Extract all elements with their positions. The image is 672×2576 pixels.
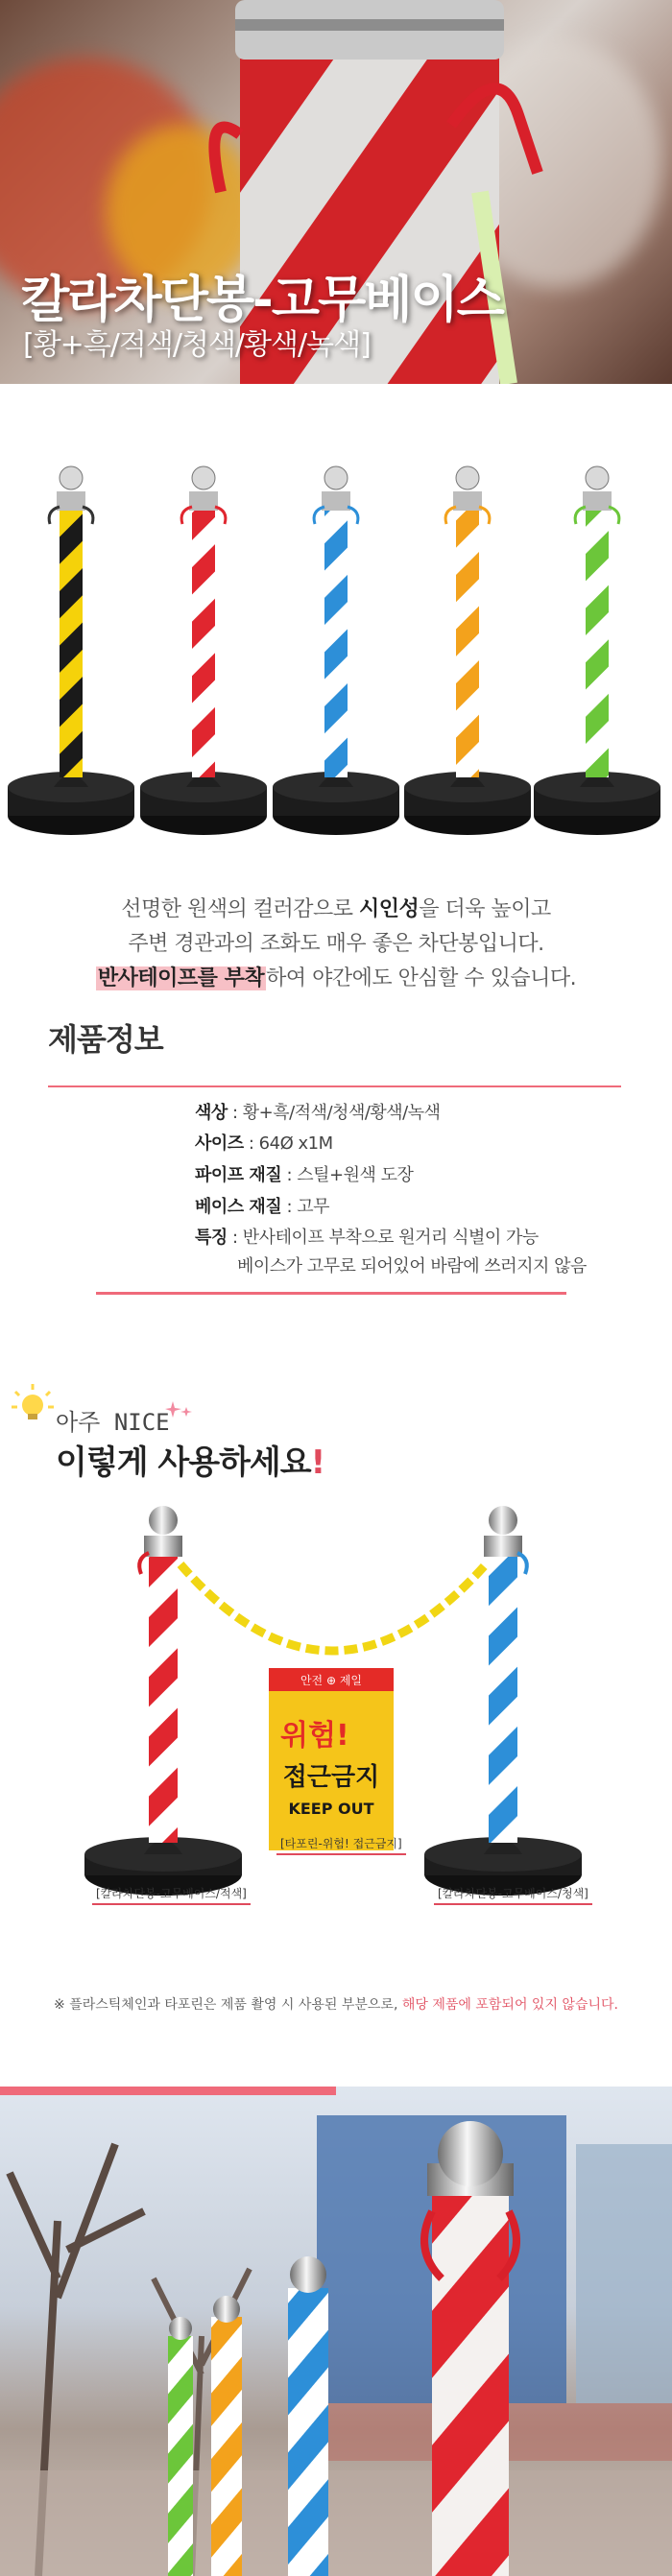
caption-red-pole: [칼라차단봉-고무베이스/적색]	[92, 1883, 251, 1905]
usage-title-text: 이렇게	[56, 1443, 158, 1482]
intro-bold: 시인성	[359, 897, 420, 921]
sign-top-text: 안전 ⊕ 제일	[300, 1674, 363, 1687]
caption-blue-pole: [칼라차단봉-고무베이스/청색]	[434, 1883, 592, 1905]
pole-red	[140, 466, 267, 835]
intro-highlight: 반사테이프를 부착	[97, 966, 265, 990]
hero-subtitle: [황+흑/적색/청색/황색/녹색]	[23, 328, 371, 362]
usage-title	[56, 1436, 324, 1483]
pole-blue	[273, 466, 399, 835]
usage-title-text: 사용하세요	[157, 1443, 311, 1482]
spec-row-feature-2: 베이스가 고무로 되어있어 바람에 쓰러지지 않음	[237, 1256, 587, 1276]
accent-bar	[0, 2087, 336, 2095]
info-divider	[48, 1085, 621, 1087]
street-photo	[0, 2087, 672, 2576]
lightbulb-icon	[10, 1382, 56, 1428]
product-info-title: 제품정보	[48, 1021, 163, 1058]
hero-title: 칼라차단봉-고무베이스	[21, 272, 503, 329]
caption-sign: [타포린-위험! 접근금지]	[276, 1833, 406, 1855]
intro-line-3	[0, 962, 672, 991]
intro-text: 을 더욱 높이고	[419, 897, 551, 921]
sign-line-3: KEEP OUT	[288, 1800, 374, 1818]
pole-black-yellow	[8, 466, 134, 835]
spec-row-size: 사이즈 : 64Ø x1M	[195, 1133, 333, 1154]
notice-text-a: ※ 플라스틱체인과 타포린은 제품 촬영 시 사용된 부분으로,	[54, 1997, 402, 2013]
sign-line-2: 접근금지	[282, 1763, 380, 1792]
intro-text: 하여 야간에도 안심할 수 있습니다.	[266, 966, 577, 990]
sparkle-icon	[165, 1399, 194, 1422]
keep-out-sign	[269, 1668, 394, 1850]
intro-line-2: 주변 경관과의 조화도 매우 좋은 차단봉입니다.	[128, 932, 544, 956]
spec-row-base: 베이스 재질 : 고무	[195, 1197, 330, 1217]
street-scene-image	[0, 2087, 672, 2576]
nice-subtitle: 아주 NICE	[56, 1409, 170, 1436]
product-lineup-image	[0, 461, 672, 864]
info-bottom-divider	[96, 1292, 566, 1295]
spec-row-pipe: 파이프 재질 : 스틸+원색 도장	[195, 1165, 414, 1185]
spec-row-color: 색상 : 황+흑/적색/청색/황색/녹색	[195, 1103, 441, 1123]
notice-text	[0, 1994, 672, 2014]
sign-line-1: 위험!	[280, 1719, 349, 1753]
pole-green	[534, 466, 660, 835]
notice-text-b: 해당 제품에 포함되어 있지 않습니다.	[401, 1997, 618, 2013]
spec-row-feature: 특징 : 반사테이프 부착으로 원거리 식별이 가능	[195, 1228, 539, 1248]
hero-banner	[0, 0, 672, 384]
pole-yellow	[404, 466, 531, 835]
intro-line-1	[0, 893, 672, 922]
usage-title-exclaim: !	[310, 1443, 325, 1482]
intro-text: 선명한 원색의 컬러감으로	[121, 897, 359, 921]
